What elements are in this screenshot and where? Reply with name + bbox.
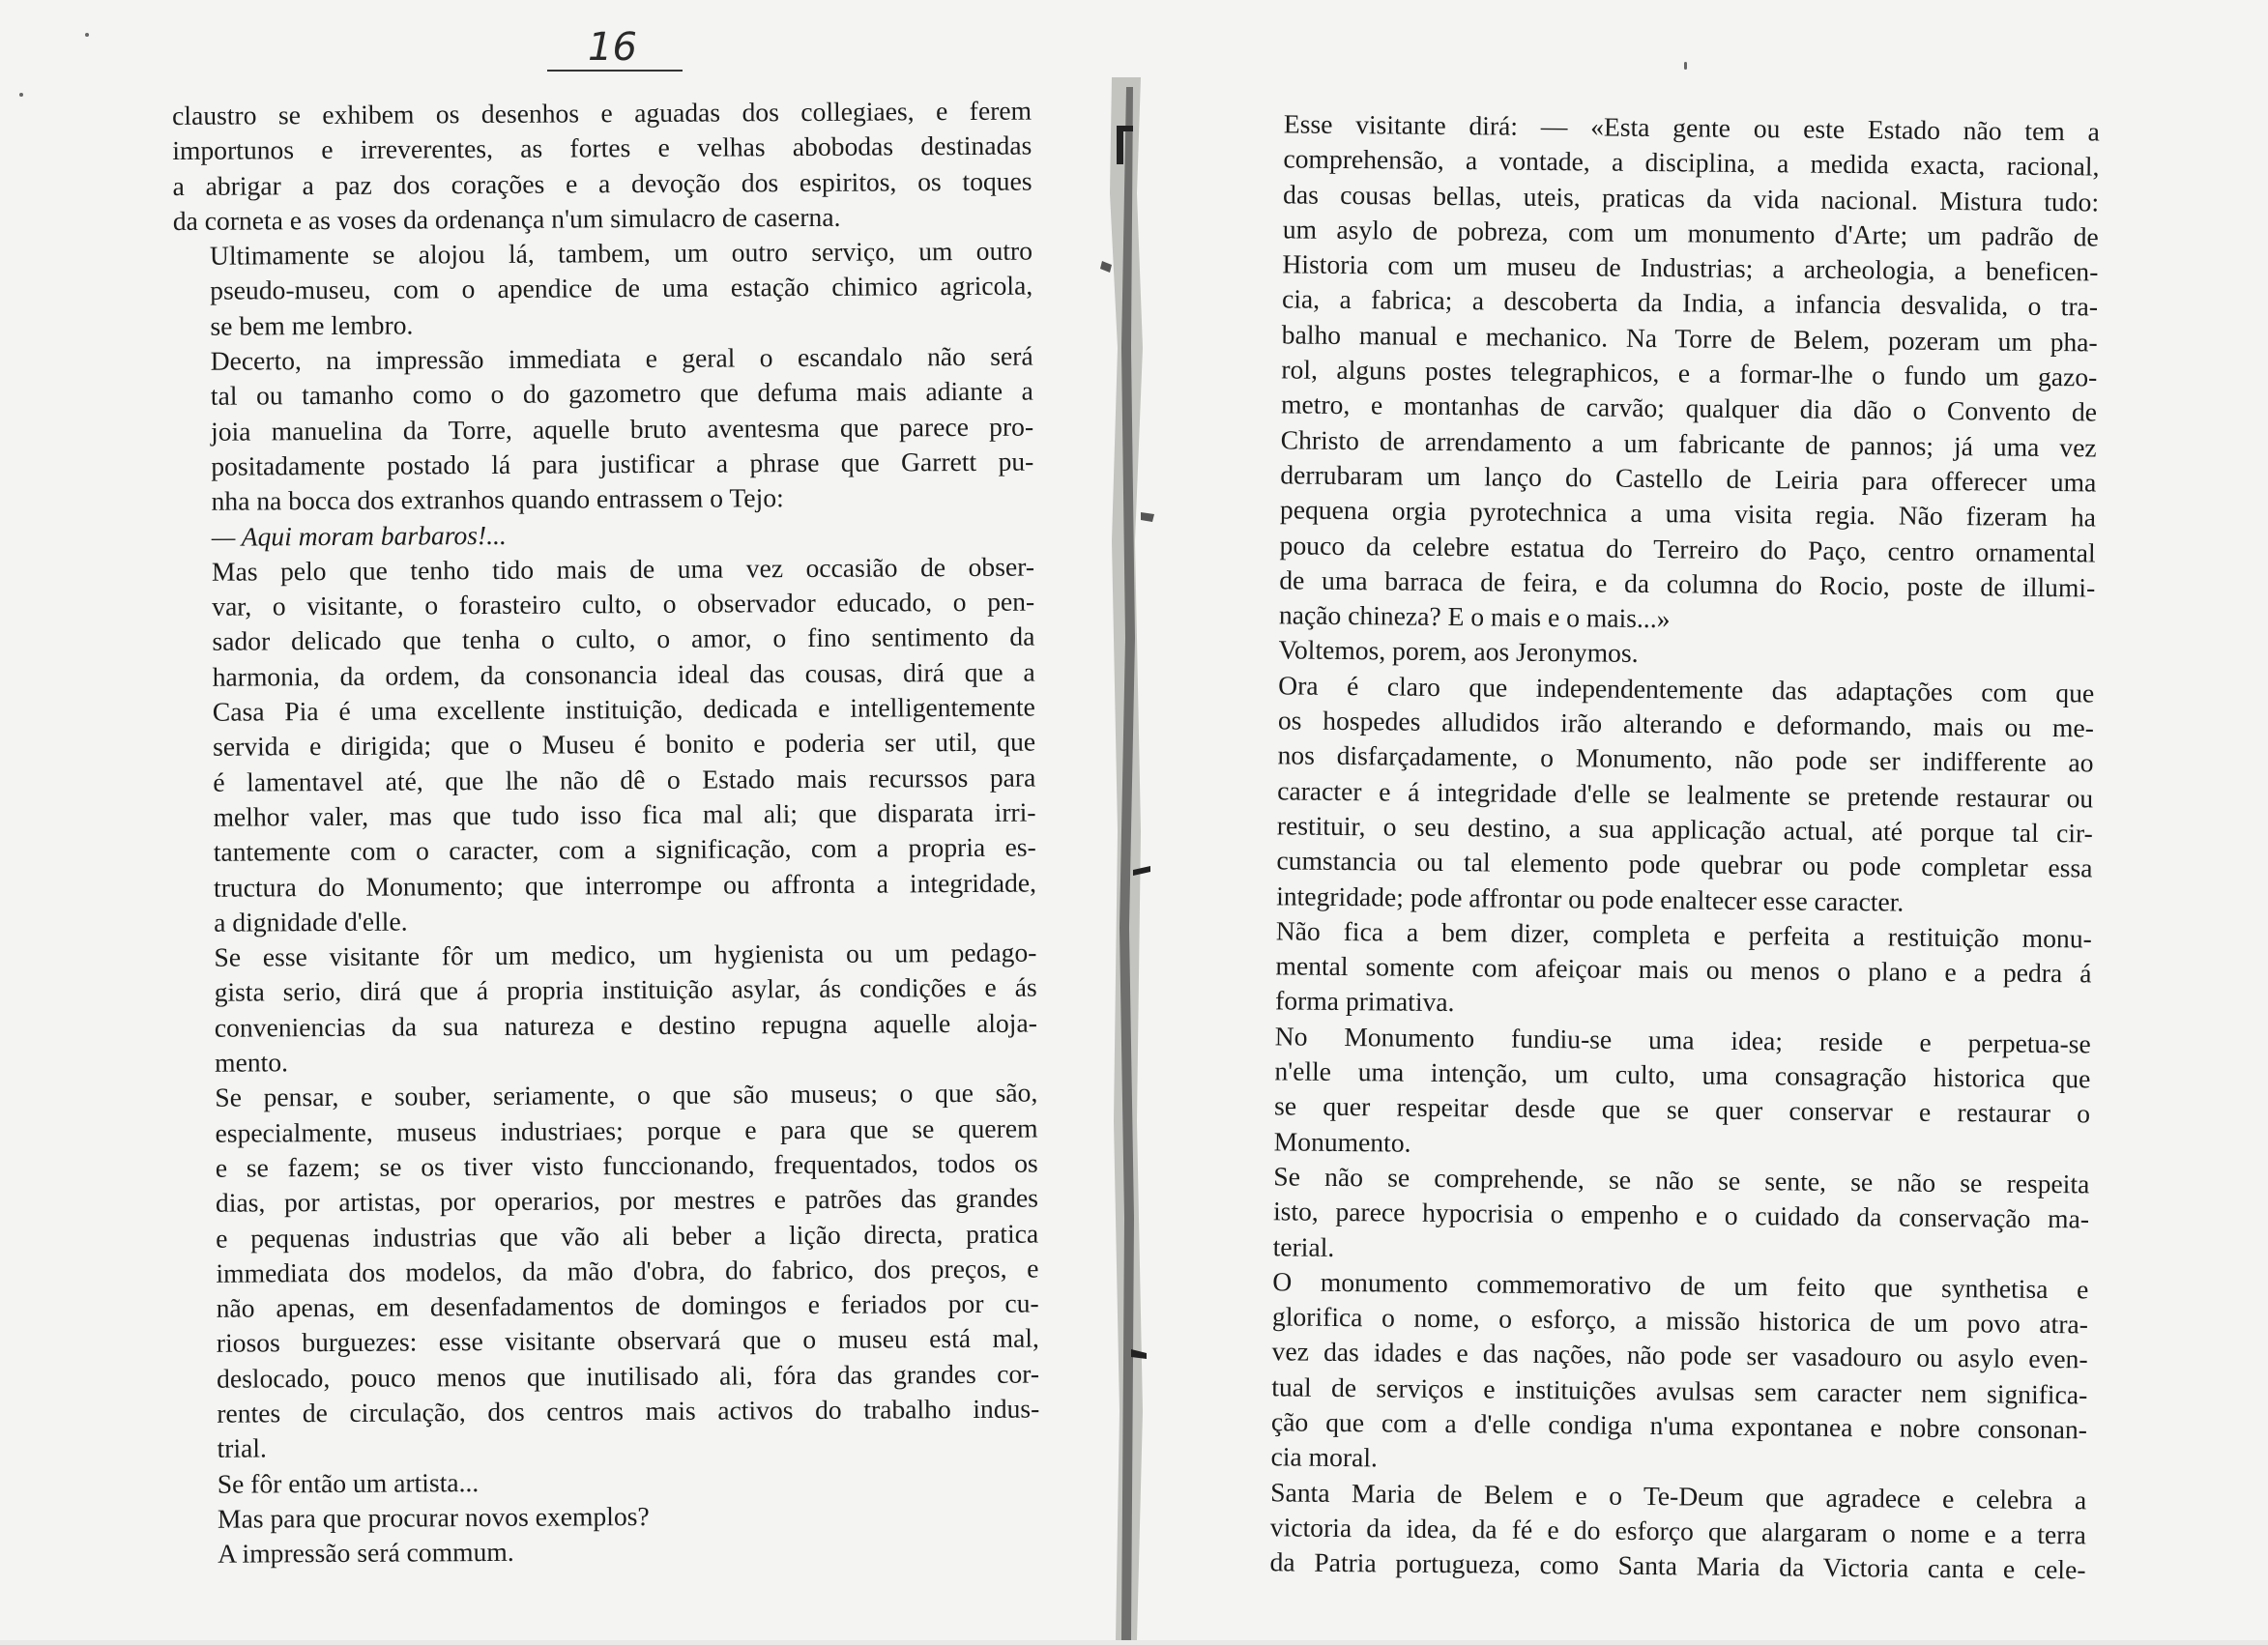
text-line: restituir, o seu destino, a sua applicação actual, até porque tal cir-	[1276, 810, 2093, 849]
text-line: balho manual e mechanico. Na Torre de Belem, pozeram um pha-	[1281, 319, 2098, 358]
text-line: tructura do Monumento; que interrompe ou affronta a integridade,	[213, 867, 1037, 903]
paragraph	[1236, 1159, 2090, 1272]
text-line: comprehensão, a vontade, a disciplina, a medida exacta, racional,	[1283, 143, 2100, 182]
text-line: tal ou tamanho como o do gazometro que defuma mais adiante a	[210, 375, 1033, 412]
text-line: mento.	[214, 1047, 289, 1078]
text-line: conveniencias da sua natureza e destino repugna aquelle aloja-	[214, 1007, 1037, 1043]
text-line: pouco da celebre estatua do Terreiro do Paço, centro ornamental	[1279, 529, 2096, 568]
text-line: não apenas, em desenfadamentos de domingos e feriados por cu-	[216, 1287, 1039, 1323]
paragraph	[1233, 1475, 2086, 1588]
text-line: claustro se exhibem os desenhos e aguadas dos collegiaes, e ferem	[172, 95, 1032, 130]
text-line: cumstancia ou tal elemento pode quebrar ou pode completar essa	[1276, 845, 2093, 883]
text-line: positadamente postado lá para justificar a phrase que Garrett pu-	[211, 446, 1034, 481]
paragraph	[181, 1532, 1040, 1573]
text-line: Mas para que procurar novos exemplos?	[217, 1500, 650, 1534]
text-line: importunos e irreverentes, as fortes e velhas abobodas destinadas	[172, 130, 1032, 166]
text-line: especialmente, museus industriaes; porque e para que se querem	[215, 1112, 1038, 1148]
text-line: metro, e montanhas de carvão; qualquer dia dão o Convento de	[1280, 389, 2098, 427]
paragraph	[1238, 913, 2092, 1026]
paragraph	[175, 549, 1036, 940]
page-number	[547, 25, 683, 77]
text-line: glorifica o nome, o esforço, a missão historica de um povo atra-	[1271, 1301, 2089, 1340]
text-line: deslocado, pouco menos que inutilisado ali, fóra das grandes cor-	[216, 1358, 1040, 1394]
text-line: pequena orgia pyrotechnica a uma visita regia. Não fizeram ha	[1279, 494, 2097, 533]
text-line: joia manuelina da Torre, aquelle bruto aventesma que parece pro-	[211, 411, 1034, 447]
text-line: No Monumento fundiu-se uma idea; reside e perpetua-se	[1274, 1021, 2091, 1059]
text-line: cia, a fabrica; a descoberta da India, a infancia desvalida, o tra-	[1281, 283, 2099, 322]
text-line: harmonia, da ordem, da consonancia ideal das cousas, dirá que a	[212, 656, 1035, 692]
text-line: Não fica a bem dizer, completa e perfeita a restituição monu-	[1275, 915, 2092, 954]
text-line: caracter e á integridade d'elle se lealmente se pretende restaurar ou	[1277, 774, 2094, 814]
paragraph	[175, 514, 1034, 555]
text-line: os hospedes alludidos irão alterando e deformando, mais ou me-	[1277, 705, 2095, 743]
text-line: dias, por artistas, por operarios, por mestres e patrões das grandes	[215, 1182, 1039, 1218]
text-line: O monumento commemorativo de um feito que synthetisa e	[1272, 1266, 2089, 1305]
text-line: é lamentavel até, que lhe não dê o Estado mais recurssos para	[213, 762, 1036, 797]
text-line: victoria da idea, da fé e do esforço que alargaram o nome e a terra	[1269, 1512, 2087, 1550]
scan-speck	[85, 33, 89, 37]
text-line: immediata dos modelos, da mão d'obra, do fabrico, dos preços, e	[216, 1253, 1039, 1288]
text-line: Se esse visitante fôr um medico, um hygienista ou um pedago-	[214, 937, 1037, 972]
text-line: se bem me lembro.	[210, 309, 414, 341]
scan-speck	[1684, 62, 1687, 70]
text-line: gista serio, dirá que á propria instituição asylar, ás condições e ás	[214, 971, 1037, 1008]
page-number-text: 16	[588, 25, 637, 70]
text-line: pseudo-museu, com o apendice de uma estação chimico agricola,	[210, 271, 1033, 306]
text-line: Ultimamente se alojou lá, tambem, um outro serviço, um outro	[209, 235, 1033, 271]
text-line: Monumento.	[1273, 1125, 1411, 1158]
text-line: rentes de circulação, dos centros mais activos do trabalho indus-	[217, 1393, 1040, 1429]
paragraph	[181, 1461, 1040, 1502]
text-line: integridade; pode affrontar ou pode enaltecer esse caracter.	[1276, 880, 1905, 917]
text-line: da corneta e as voses da ordenança n'um simulacro de caserna.	[172, 201, 841, 236]
text-line: mental somente com afeiçoar mais ou menos o plano e a pedra á	[1275, 950, 2092, 989]
text-line: Esse visitante dirá: — «Esta gente ou este Estado não tem a	[1283, 108, 2100, 147]
paragraph	[174, 339, 1034, 520]
paragraph	[177, 936, 1037, 1082]
text-line: nha na bocca dos extranhos quando entrassem o Tejo:	[211, 482, 784, 517]
text-line: rol, alguns postes telegraphicos, e a formar-lhe o fundo um gazo-	[1281, 354, 2098, 392]
text-line: forma primativa.	[1274, 985, 1455, 1018]
text-line: nos disfarçadamente, o Monumento, não pode ser indifferente ao	[1277, 739, 2094, 778]
text-line: sador delicado que tenha o culto, o amor, o fino sentimento da	[212, 621, 1035, 657]
text-line: var, o visitante, o forasteiro culto, o observador educado, o pen-	[212, 586, 1035, 621]
text-line: de uma barraca de feira, e da columna do Rocio, poste de illumi-	[1279, 564, 2096, 603]
text-line: Mas pelo que tenho tido mais de uma vez occasião de obser-	[211, 551, 1035, 587]
text-line: servida e dirigida; que o Museu é bonito e poderia ser util, que	[213, 726, 1036, 763]
text-line: da Patria portugueza, como Santa Maria da Victoria canta e cele-	[1269, 1546, 2086, 1585]
text-line: a dignidade d'elle.	[214, 906, 408, 938]
quoted-line: — Aqui moram barbaros!...	[211, 519, 507, 552]
text-line: Christo de arrendamento a um fabricante de pannos; já uma vez	[1280, 424, 2097, 463]
paragraph	[178, 1076, 1039, 1467]
text-line: Se não se comprehende, se não se sente, se não se respeita	[1273, 1161, 2090, 1199]
text-line: tual de serviços e instituições avulsas sem caracter nem significa-	[1271, 1371, 2088, 1410]
text-line: Historia com um museu de Industrias; a archeologia, a beneficen-	[1282, 248, 2099, 287]
book-gutter	[1073, 58, 1179, 1640]
text-line: vez das idades e das nações, não pode ser vasadouro ou asylo even-	[1271, 1336, 2088, 1374]
text-line: Se fôr então um artista...	[217, 1466, 480, 1499]
text-line: trial.	[217, 1432, 267, 1464]
text-line: derrubaram um lanço do Castello de Leiria para offerecer uma	[1280, 459, 2097, 498]
text-line: um asylo de pobreza, com um monumento d'Arte; um padrão de	[1282, 214, 2099, 252]
paragraph	[181, 1496, 1040, 1537]
text-line: e pequenas industrias que vão ali beber a lição directa, pratica	[216, 1218, 1039, 1254]
paragraph	[1242, 106, 2100, 641]
gutter-shadow	[1073, 58, 1179, 1640]
text-line: A impressão será commum.	[218, 1537, 514, 1569]
paragraph	[173, 234, 1033, 344]
text-line: Ora é claro que independentemente das adaptações com que	[1278, 670, 2095, 708]
page-number-rule	[547, 70, 683, 72]
text-line: das cousas bellas, uteis, praticas da vida nacional. Mistura tudo:	[1282, 178, 2100, 217]
text-line: isto, parece hypocrisia o empenho e o cuidado da conservação ma-	[1272, 1196, 2090, 1234]
text-line: e se fazem; se os tiver visto funccionando, frequentados, todos os	[215, 1147, 1038, 1183]
paragraph	[1234, 1264, 2088, 1483]
text-line: riosos burguezes: esse visitante observará que o museu está mal,	[216, 1322, 1039, 1359]
text-line: melhor valer, mas que tudo isso fica mal ali; que disparata irri-	[213, 796, 1036, 832]
left-page-text	[172, 94, 1040, 1573]
text-line: se quer respeitar desde que se quer conservar e restaurar o	[1273, 1090, 2091, 1129]
paragraph	[1239, 668, 2094, 922]
text-line: Voltemos, porem, aos Jeronymos.	[1278, 634, 1639, 669]
text-line: Se pensar, e souber, seriamente, o que são museus; o que são,	[215, 1077, 1038, 1113]
text-line: Decerto, na impressão immediata e geral o escandalo não será	[210, 340, 1033, 376]
text-line: terial.	[1272, 1230, 1335, 1262]
paragraph	[1237, 1019, 2091, 1168]
paragraph	[172, 94, 1032, 240]
text-line: Santa Maria de Belem e o Te-Deum que agradece e celebra a	[1270, 1476, 2087, 1515]
text-line: cia moral.	[1270, 1441, 1379, 1473]
text-line: tantemente com o caracter, com a significação, com a propria es-	[213, 831, 1036, 867]
scan-speck	[19, 93, 23, 97]
text-line: nação chineza? E o mais e o mais...»	[1278, 599, 1671, 634]
right-page-text	[1233, 106, 2100, 1588]
text-line: ção que com a d'elle condiga n'uma expontanea e nobre consonan-	[1270, 1406, 2088, 1445]
text-line: n'elle uma intenção, um culto, uma consagração historica que	[1274, 1055, 2091, 1094]
text-line: Casa Pia é uma excellente instituição, dedicada e intelligentemente	[212, 691, 1035, 727]
text-line: a abrigar a paz dos corações e a devoção dos espiritos, os toques	[172, 165, 1032, 201]
